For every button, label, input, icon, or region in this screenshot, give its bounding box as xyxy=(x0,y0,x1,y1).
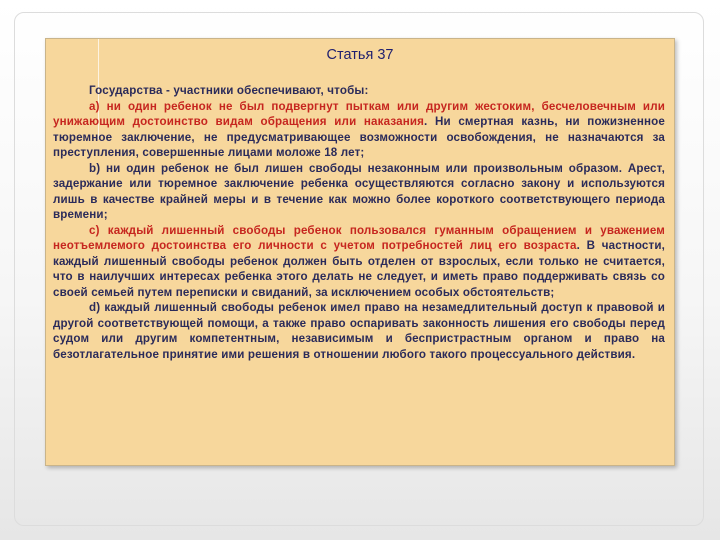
clause-c-highlight: c) каждый лишенный свободы ребенок пользовался гуманным обращением и уважением неотъемлемого достоинства его личности с учетом потребностей лиц его возраста xyxy=(53,223,665,252)
article-title: Статья 37 xyxy=(326,47,394,63)
clause-b-text: b) ни один ребенок не был лишен свободы незаконным или произвольным образом. Арест, задержание или тюремное заключение ребенка осуществляются согласно закону и используются лишь в качестве крайней меры и в течение как можно более короткого соответствующего периода времени; xyxy=(53,161,665,221)
clause-c xyxy=(53,223,665,301)
article-body xyxy=(53,83,665,362)
clause-c-text: . В частности, каждый лишенный свободы ребенок должен быть отделен от взрослых, если только не считается, что в наилучших интересах ребенка этого делать не следует, и иметь право поддерживать связь со своей семьей путем переписки и свиданий, за исключением особых обстоятельств; xyxy=(53,239,665,299)
clause-a-text: . Ни смертная казнь, ни пожизненное тюремное заключение, не предусматривающее возможности освобождения, не назначаются за преступления, совершенные лицами моложе 18 лет; xyxy=(53,115,665,159)
clause-d-text: d) каждый лишенный свободы ребенок имел право на незамедлительный доступ к правовой и другой соответствующей помощи, а также право оспаривать законность лишения его свободы перед судом или другим компетентным, независимым и беспристрастным органом и право на безотлагательное принятие ими решения в отношении любого такого процессуального действия. xyxy=(53,301,665,361)
intro-paragraph xyxy=(53,83,665,99)
clause-a-highlight: a) ни один ребенок не был подвергнут пыткам или другим жестоким, бесчеловечным или унижающим достоинство видам обращения или наказания xyxy=(53,99,665,128)
clause-a xyxy=(53,99,665,161)
intro-text: Государства - участники обеспечивают, чтобы: xyxy=(89,84,369,97)
clause-b xyxy=(53,161,665,223)
article-panel xyxy=(45,38,675,466)
clause-d xyxy=(53,300,665,362)
